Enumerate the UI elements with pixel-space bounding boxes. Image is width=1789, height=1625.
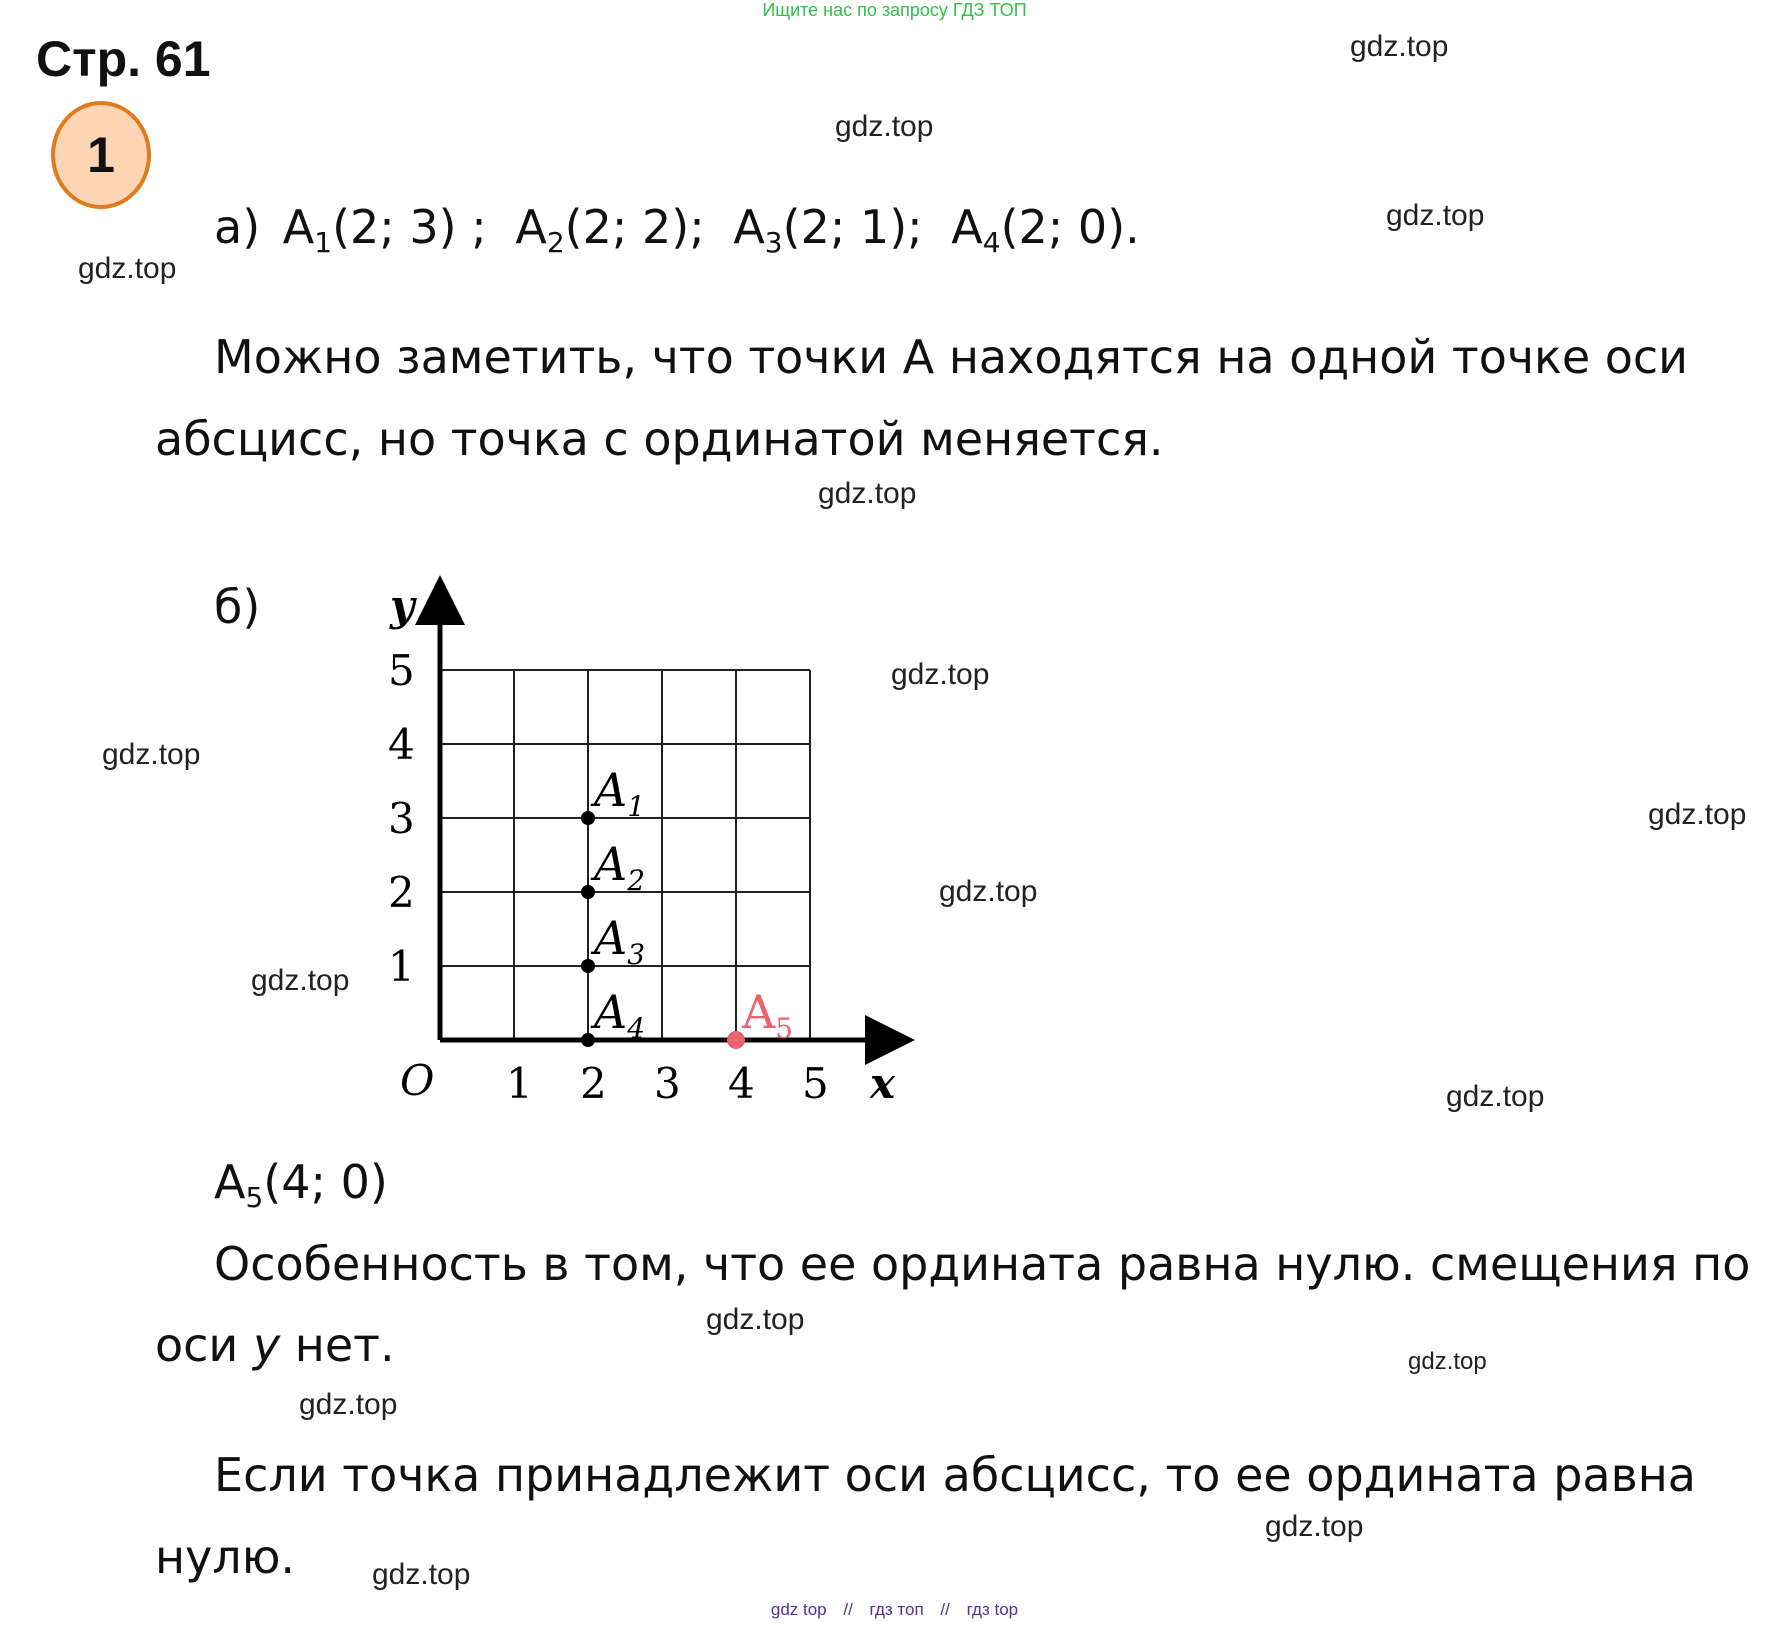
watermark: gdz.top: [1265, 1510, 1364, 1543]
x-tick-label: 4: [728, 1059, 755, 1108]
y-tick-label: 2: [388, 868, 415, 917]
watermark: gdz.top: [818, 477, 917, 510]
data-point-label: $A_5$: [742, 985, 794, 1045]
x-axis-label: x: [870, 1059, 896, 1108]
watermark: gdz.top: [1446, 1080, 1545, 1113]
part-a-text-line2: абсцисс, но точка с ординатой меняется.: [155, 412, 1164, 466]
footer-link[interactable]: gdz top: [770, 1600, 827, 1619]
data-point-label: $A_4$: [594, 985, 646, 1045]
data-point: [581, 959, 595, 973]
watermark: gdz.top: [891, 658, 990, 691]
data-point: [581, 885, 595, 899]
part-b-answer: $A_5(4$; 0): [214, 1155, 388, 1214]
y-tick-label: 5: [388, 646, 415, 695]
conclusion-line1: Если точка принадлежит оси абсцисс, то ее ордината равна: [214, 1448, 1696, 1502]
footer-link[interactable]: гдз топ: [869, 1600, 924, 1619]
point-a2: $A_2(2$; 2);: [515, 200, 705, 259]
data-point: [581, 811, 595, 825]
task-number-badge: [51, 101, 151, 209]
page-title: Стр. 61: [36, 31, 211, 87]
x-tick-label: 5: [802, 1059, 829, 1108]
part-b-label: б): [214, 580, 261, 634]
footer-links: [0, 1600, 1789, 1620]
part-a-text-line1: Можно заметить, что точки А находятся на одной точке оси: [214, 330, 1689, 384]
y-tick-label: 1: [388, 942, 415, 991]
watermark: gdz.top: [372, 1558, 471, 1591]
search-banner: Ищите нас по запросу ГДЗ ТОП: [762, 0, 1027, 20]
watermark: gdz.top: [706, 1303, 805, 1336]
point-a4: $A_4(2$; 0).: [951, 200, 1140, 259]
data-point-label: $A_1$: [594, 763, 646, 823]
point-a1: $A_1(2$; 3) ;: [282, 200, 487, 259]
task-number: 1: [87, 127, 115, 183]
watermark: gdz.top: [1386, 199, 1485, 232]
watermark: gdz.top: [78, 252, 177, 285]
watermark: gdz.top: [1648, 798, 1747, 831]
part-a-label: а): [214, 200, 261, 254]
watermark: gdz.top: [251, 964, 350, 997]
footer-separator: //: [940, 1600, 950, 1619]
footer-link[interactable]: гдз top: [966, 1600, 1019, 1619]
data-point: [581, 1033, 595, 1047]
y-tick-label: 4: [388, 720, 415, 769]
coordinate-plane-chart: [360, 560, 920, 1120]
data-point-label: $A_2$: [594, 837, 646, 897]
watermark: gdz.top: [835, 110, 934, 143]
part-b-text-line2: оси y нет.: [155, 1318, 395, 1372]
data-point-label: $A_3$: [594, 911, 646, 971]
x-tick-label: 3: [654, 1059, 681, 1108]
watermark: gdz.top: [939, 875, 1038, 908]
part-b-text-line1: Особенность в том, что ее ордината равна нулю. смещения по: [214, 1237, 1751, 1291]
origin-label: O: [400, 1056, 435, 1105]
y-axis-label: y: [390, 581, 415, 630]
watermark: gdz.top: [1350, 30, 1449, 63]
y-tick-label: 3: [388, 794, 415, 843]
watermark: gdz.top: [102, 738, 201, 771]
watermark: gdz.top: [299, 1388, 398, 1421]
part-a-coordinates: [214, 200, 1140, 259]
point-a3: $A_3(2$; 1);: [733, 200, 923, 259]
footer-separator: //: [843, 1600, 853, 1619]
x-tick-label: 1: [506, 1059, 533, 1108]
watermark: gdz.top: [1408, 1348, 1487, 1375]
conclusion-line2: нулю.: [155, 1530, 296, 1584]
x-tick-label: 2: [580, 1059, 607, 1108]
